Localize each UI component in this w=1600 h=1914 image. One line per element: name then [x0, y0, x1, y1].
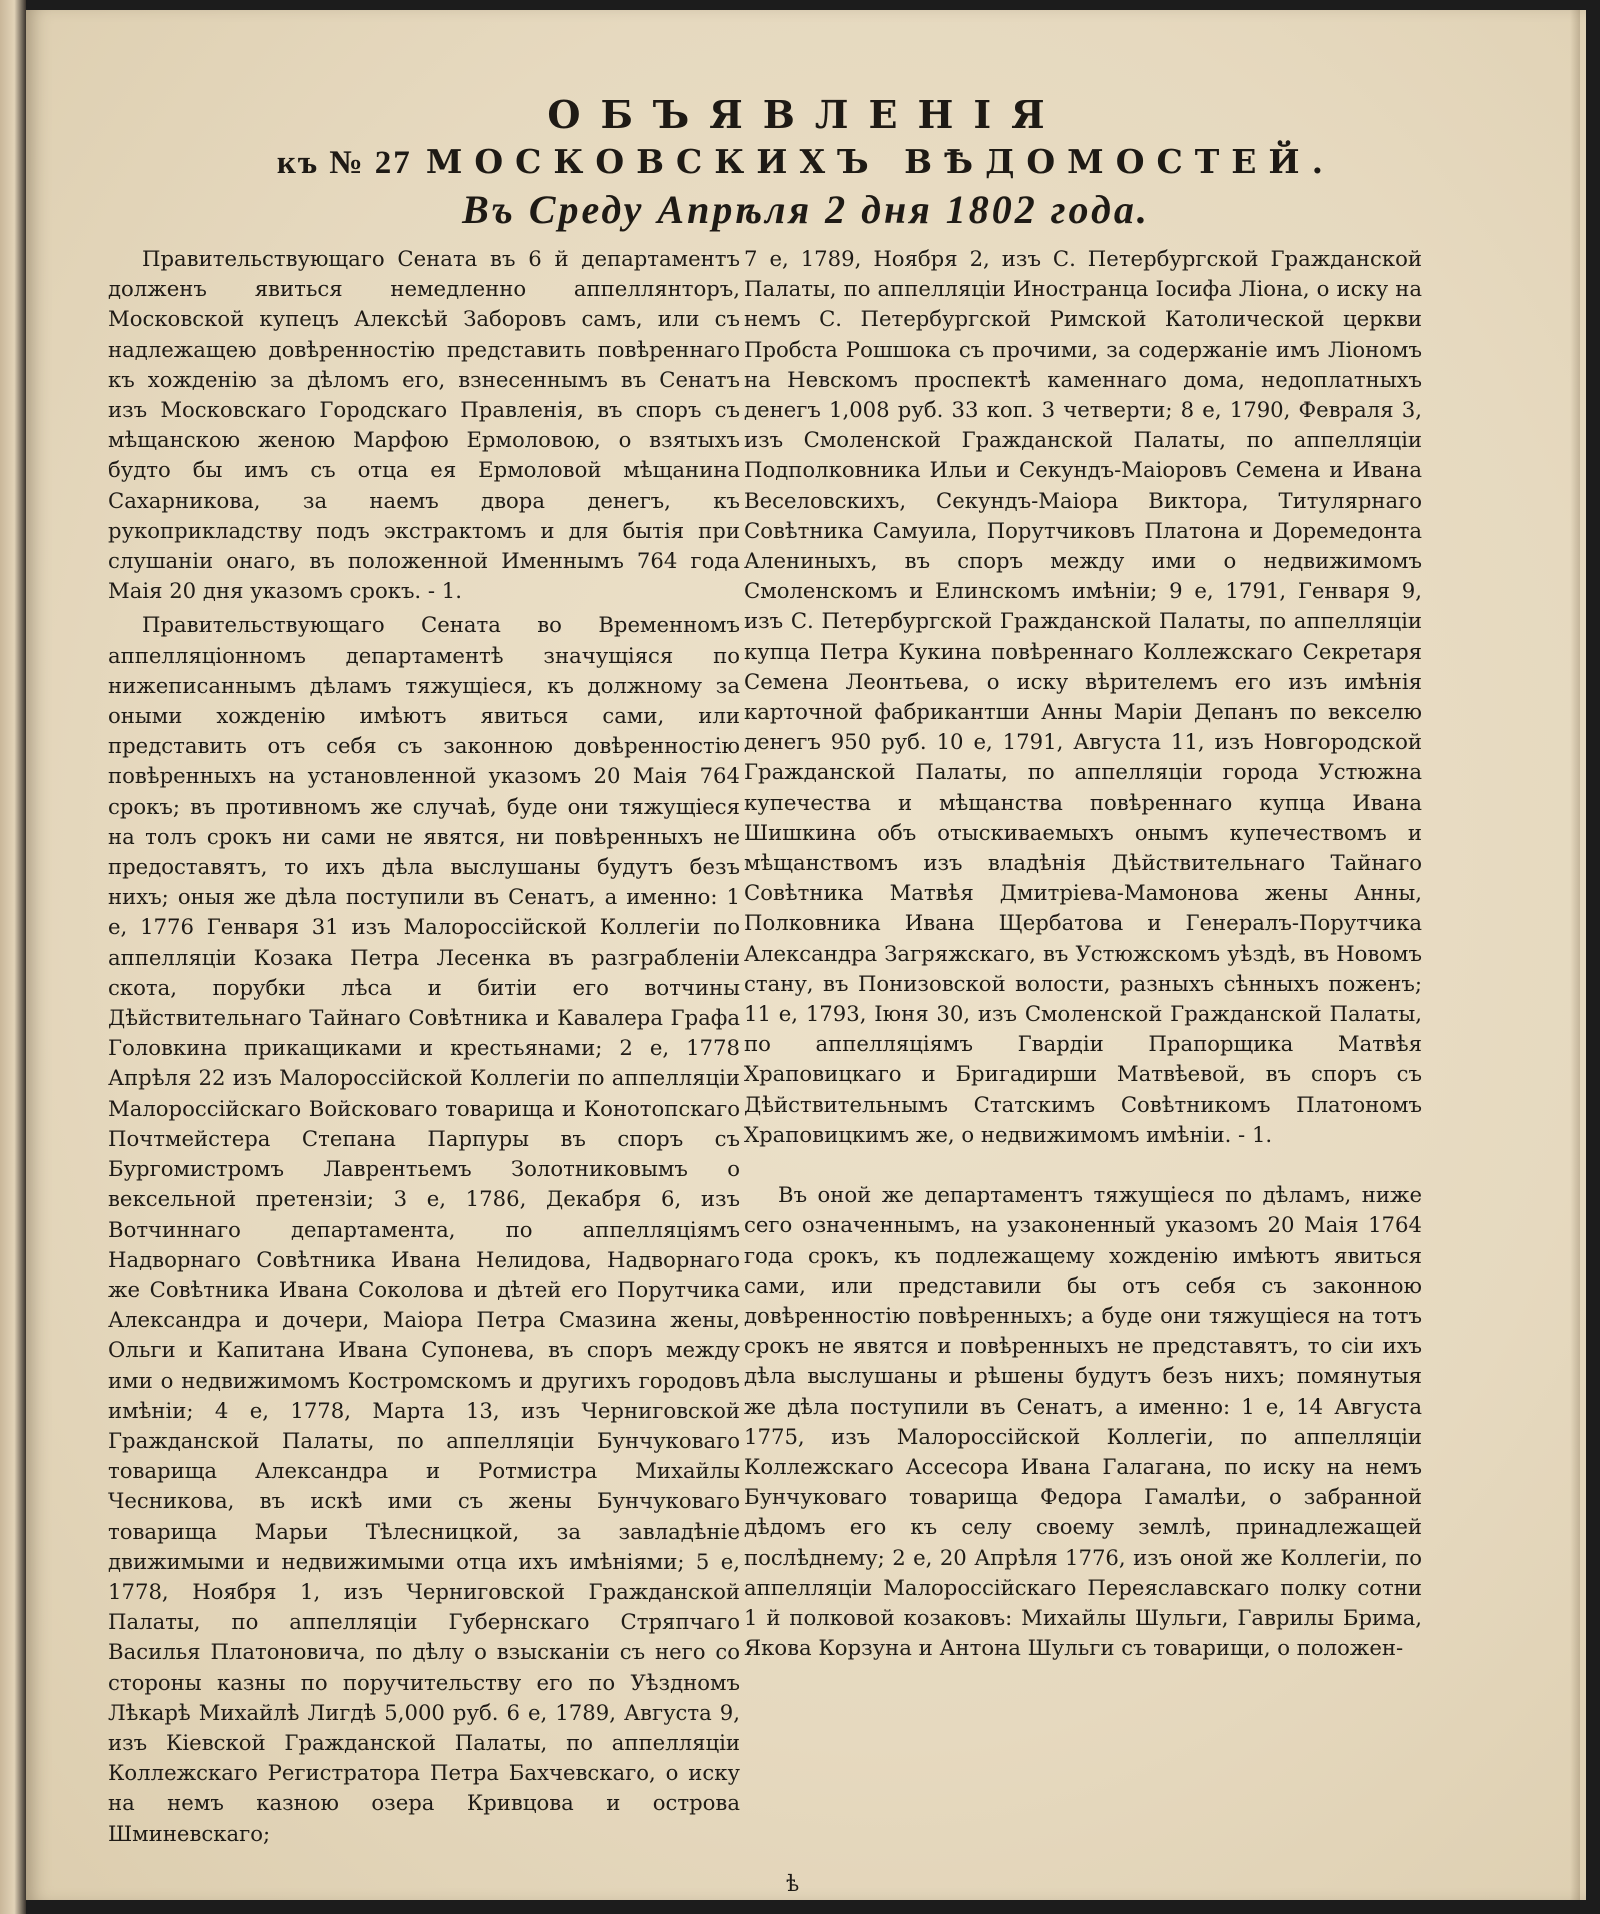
- catchword: ѣ: [786, 1872, 800, 1897]
- right-column: [744, 244, 1422, 1663]
- issue-number: къ № 27: [276, 145, 412, 181]
- newspaper-name: МОСКОВСКИХЪ ВѢДОМОСТЕЙ.: [425, 142, 1336, 181]
- left-column: [108, 244, 740, 1849]
- previous-page-edge: [0, 0, 26, 1914]
- issue-date: Въ Среду Апрѣля 2 дня 1802 года.: [462, 187, 1150, 232]
- announcement-paragraph: Правительствующаго Сената въ 6 й департаментъ долженъ явиться немедленно аппеллянторъ, Московской купецъ Алексѣй Заборовъ самъ, или съ надлежащею довѣренностію представить повѣреннаго къ хожденію за дѣломъ его, взнесеннымъ въ Сенатъ изъ Московскаго Городскаго Правленія, въ споръ съ мѣщанскою женою Марфою Ермоловою, о взятыхъ будто бы имъ съ отца ея Ермоловой мѣщанина Сахарникова, за наемъ двора денегъ, къ рукоприкладству подъ экстрактомъ и для бытія при слушаніи онаго, въ положенной Именнымъ 764 года Маія 20 дня указомъ срокъ. - 1.: [108, 246, 740, 604]
- newspaper-page: [26, 10, 1586, 1900]
- announcement-paragraph: Въ оной же департаментъ тяжущіеся по дѣламъ, ниже сего означеннымъ, на узаконенный указомъ 20 Маія 1764 года срокъ, къ подлежащему хожденію имѣютъ явиться сами, или представили бы отъ себя съ законною довѣренностію повѣренныхъ; а буде они тяжущіеся на тотъ срокъ не явятся и повѣренныхъ не представятъ, то сіи ихъ дѣла выслушаны и рѣшены будутъ безъ нихъ; помянутыя же дѣла поступили въ Сенатъ, а именно: 1 е, 14 Августа 1775, изъ Малороссійской Коллегіи, по аппелляціи Коллежскаго Ассесора Ивана Галагана, по иску на немъ Бунчуковаго товарища Федора Гамалѣи, о забранной дѣдомъ его къ селу своему землѣ, принадлежащей послѣднему; 2 е, 20 Апрѣля 1776, изъ оной же Коллегіи, по аппелляціи Малороссійскаго Переяславскаго полку сотни 1 й полковой козаковъ: Михайлы Шульги, Гаврилы Брима, Якова Корзуна и Антона Шульги съ товарищи, о положен-: [744, 1182, 1422, 1661]
- announcement-paragraph: 7 е, 1789, Ноября 2, изъ С. Петербургской Гражданской Палаты, по аппелляціи Иностранца Іосифа Ліона, о иску на немъ С. Петербургской Римской Католической церкви Пробста Рошшока съ прочими, за содержаніе имъ Ліономъ на Невскомъ проспектѣ каменнаго дома, недоплатныхъ денегъ 1,008 руб. 33 коп. 3 четверти; 8 е, 1790, Февраля 3, изъ Смоленской Гражданской Палаты, по аппелляціи Подполковника Ильи и Секундъ-Маіоровъ Семена и Ивана Веселовскихъ, Секундъ-Маіора Виктора, Титулярнаго Совѣтника Самуила, Порутчиковъ Платона и Доремедонта Алениныхъ, въ споръ между ими о недвижимомъ Смоленскомъ и Елинскомъ имѣніи; 9 е, 1791, Генваря 9, изъ С. Петербургской Гражданской Палаты, по аппелляціи купца Петра Кукина повѣреннаго Коллежскаго Секретаря Семена Леонтьева, о иску вѣрителемъ его изъ имѣнія карточной фабрикантши Анны Маріи Депанъ по векселю денегъ 950 руб. 10 е, 1791, Августа 11, изъ Новгородской Гражданской Палаты, по аппелляціи города Устюжна купечества и мѣщанства повѣреннаго купца Ивана Шишкина объ отыскиваемыхъ онымъ купечествомъ и мѣщанствомъ изъ владѣнія Дѣйствительнаго Тайнаго Совѣтника Матвѣя Дмитріева-Мамонова жены Анны, Полковника Ивана Щербатова и Генералъ-Порутчика Александра Загряжскаго, въ Устюжскомъ уѣздѣ, въ Новомъ стану, въ Понизовской волости, разныхъ сѣнныхъ поженъ; 11 е, 1793, Іюня 30, изъ Смоленской Гражданской Палаты, по аппелляціямъ Гвардіи Прапорщика Матвѣя Храповицкаго и Бригадирши Матвѣевой, въ споръ съ Дѣйствительнымъ Статскимъ Совѣтникомъ Платономъ Храповицкимъ же, о недвижимомъ имѣніи. - 1.: [744, 246, 1422, 1147]
- announcement-paragraph: Правительствующаго Сената во Временномъ аппелляціонномъ департаментѣ значущіяся по нижеписаннымъ дѣламъ тяжущіеся, къ должному за оными хожденію имѣютъ явиться сами, или представить отъ себя съ законною довѣренностію повѣренныхъ на установленной указомъ 20 Маія 764 срокъ; въ противномъ же случаѣ, буде они тяжущіеся на толъ срокъ ни сами не явятся, ни повѣренныхъ не предоставятъ, то ихъ дѣла выслушаны будутъ безъ нихъ; оныя же дѣла поступили въ Сенатъ, а именно: 1 е, 1776 Генваря 31 изъ Малороссійской Коллегіи по аппелляціи Козака Петра Лесенка въ разграбленіи скота, порубки лѣса и битіи его вотчины Дѣйствительнаго Тайнаго Совѣтника и Кавалера Графа Головкина прикащиками и крестьянами; 2 е, 1778 Апрѣля 22 изъ Малороссійской Коллегіи по аппелляціи Малороссійскаго Войсковаго товарища и Конотопскаго Почтмейстера Степана Парпуры въ споръ съ Бургомистромъ Лаврентьемъ Золотниковымъ о вексельной претензіи; 3 е, 1786, Декабря 6, изъ Вотчиннаго департамента, по аппелляціямъ Надворнаго Совѣтника Ивана Нелидова, Надворнаго же Совѣтника Ивана Соколова и дѣтей его Порутчика Александра и дочери, Маіора Петра Смазина жены, Ольги и Капитана Ивана Супонева, въ споръ между ими о недвижимомъ Костромскомъ и другихъ городовъ имѣніи; 4 е, 1778, Марта 13, изъ Черниговской Гражданской Палаты, по аппелляціи Бунчуковаго товарища Александра и Ротмистра Михайлы Чесникова, въ искѣ ими съ жены Бунчуковаго товарища Марьи Тѣлесницкой, за завладѣніе движимыми и недвижимыми отца ихъ имѣніями; 5 е, 1778, Ноября 1, изъ Черниговской Гражданской Палаты, по аппелляціи Губернскаго Стряпчаго Василья Платоновича, по дѣлу о взысканіи съ него со стороны казны по поручительству его по Уѣздномъ Лѣкарѣ Михайлѣ Лигдѣ 5,000 руб. 6 е, 1789, Августа 9, изъ Кіевской Гражданской Палаты, по аппелляціи Коллежскаго Регистратора Петра Бахчевскаго, о иску на немъ казною озера Кривцова и острова Шминевскаго;: [108, 612, 740, 1846]
- newspaper-subtitle: [26, 142, 1586, 182]
- page-title: ОБЪЯВЛЕНІЯ: [547, 92, 1065, 137]
- page-edge-shadow: [1570, 10, 1580, 1900]
